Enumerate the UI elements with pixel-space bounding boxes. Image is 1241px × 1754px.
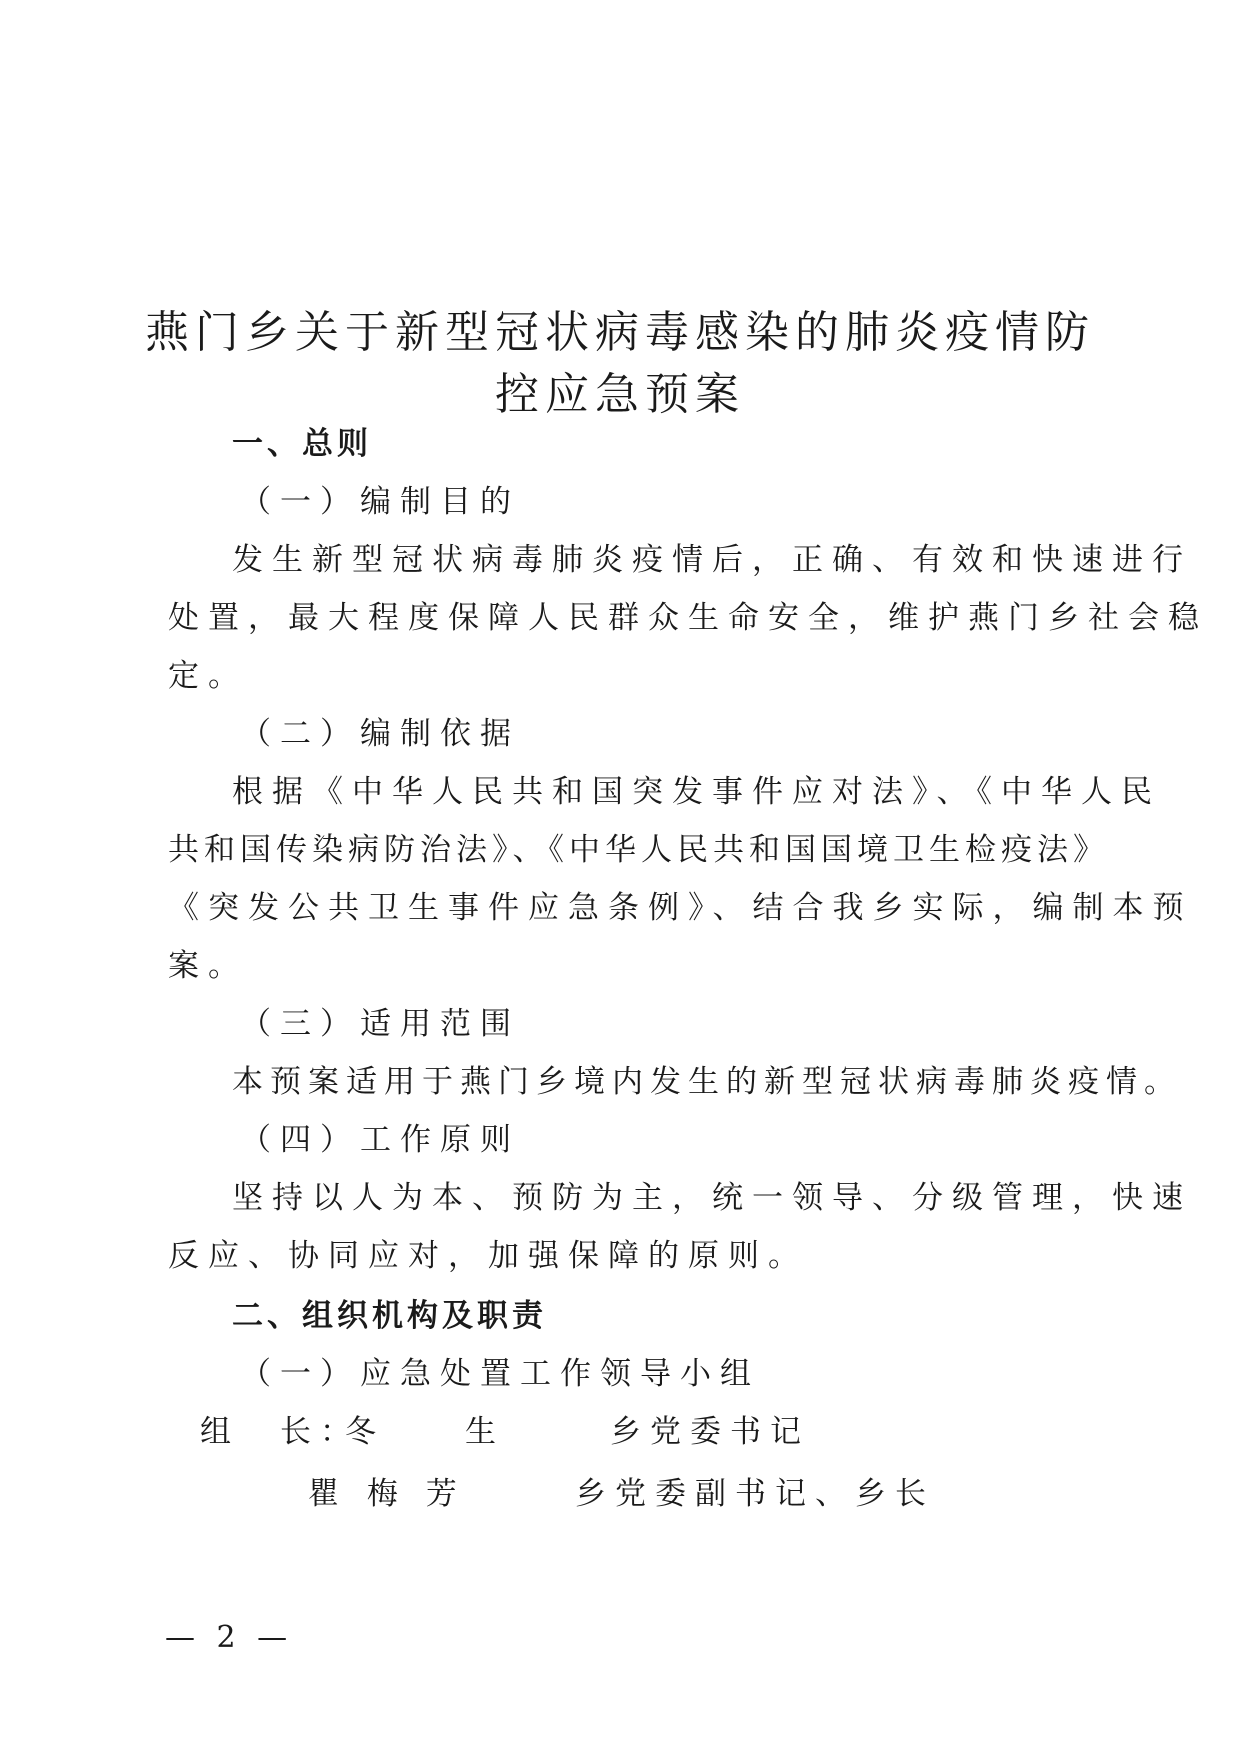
title-line-2: 控应急预案 <box>495 369 745 420</box>
section-1-4-heading: （四）工作原则 <box>240 1122 520 1158</box>
paragraph-line: 发生新型冠状病毒肺炎疫情后，正确、有效和快速进行 <box>232 542 1192 578</box>
paragraph-line: 根据《中华人民共和国突发事件应对法》、《中华人民 <box>232 774 1161 810</box>
leader-1-name: 冬 生 <box>345 1414 505 1450</box>
section-2-heading: 二、组织机构及职责 <box>232 1298 547 1334</box>
section-2-1-heading: （一）应急处置工作领导小组 <box>240 1356 760 1392</box>
section-1-1-heading: （一）编制目的 <box>240 484 520 520</box>
paragraph-line: 反应、协同应对，加强保障的原则。 <box>168 1238 808 1274</box>
paragraph-line: 坚持以人为本、预防为主，统一领导、分级管理，快速 <box>232 1180 1192 1216</box>
paragraph-line: 本预案适用于燕门乡境内发生的新型冠状病毒肺炎疫情。 <box>232 1064 1182 1100</box>
leader-2-title: 乡党委副书记、乡长 <box>575 1476 935 1512</box>
title-line-1: 燕门乡关于新型冠状病毒感染的肺炎疫情防 <box>145 307 1095 358</box>
paragraph-line: 处置，最大程度保障人民群众生命安全，维护燕门乡社会稳 <box>168 600 1208 636</box>
paragraph-line: 案。 <box>168 948 248 984</box>
section-1-heading: 一、总则 <box>232 426 372 462</box>
page-number: — 2 — <box>165 1620 294 1655</box>
leader-2-name: 瞿 梅 芳 <box>308 1476 466 1512</box>
section-1-3-heading: （三）适用范围 <box>240 1006 520 1042</box>
paragraph-line: 定。 <box>168 658 248 694</box>
leader-1-title: 乡党委书记 <box>610 1414 810 1450</box>
paragraph-line: 《突发公共卫生事件应急条例》、结合我乡实际，编制本预 <box>168 890 1193 926</box>
leader-label: 组 长： <box>200 1414 360 1450</box>
section-1-2-heading: （二）编制依据 <box>240 716 520 752</box>
paragraph-line: 共和国传染病防治法》、《中华人民共和国国境卫生检疫法》 <box>168 832 1109 868</box>
